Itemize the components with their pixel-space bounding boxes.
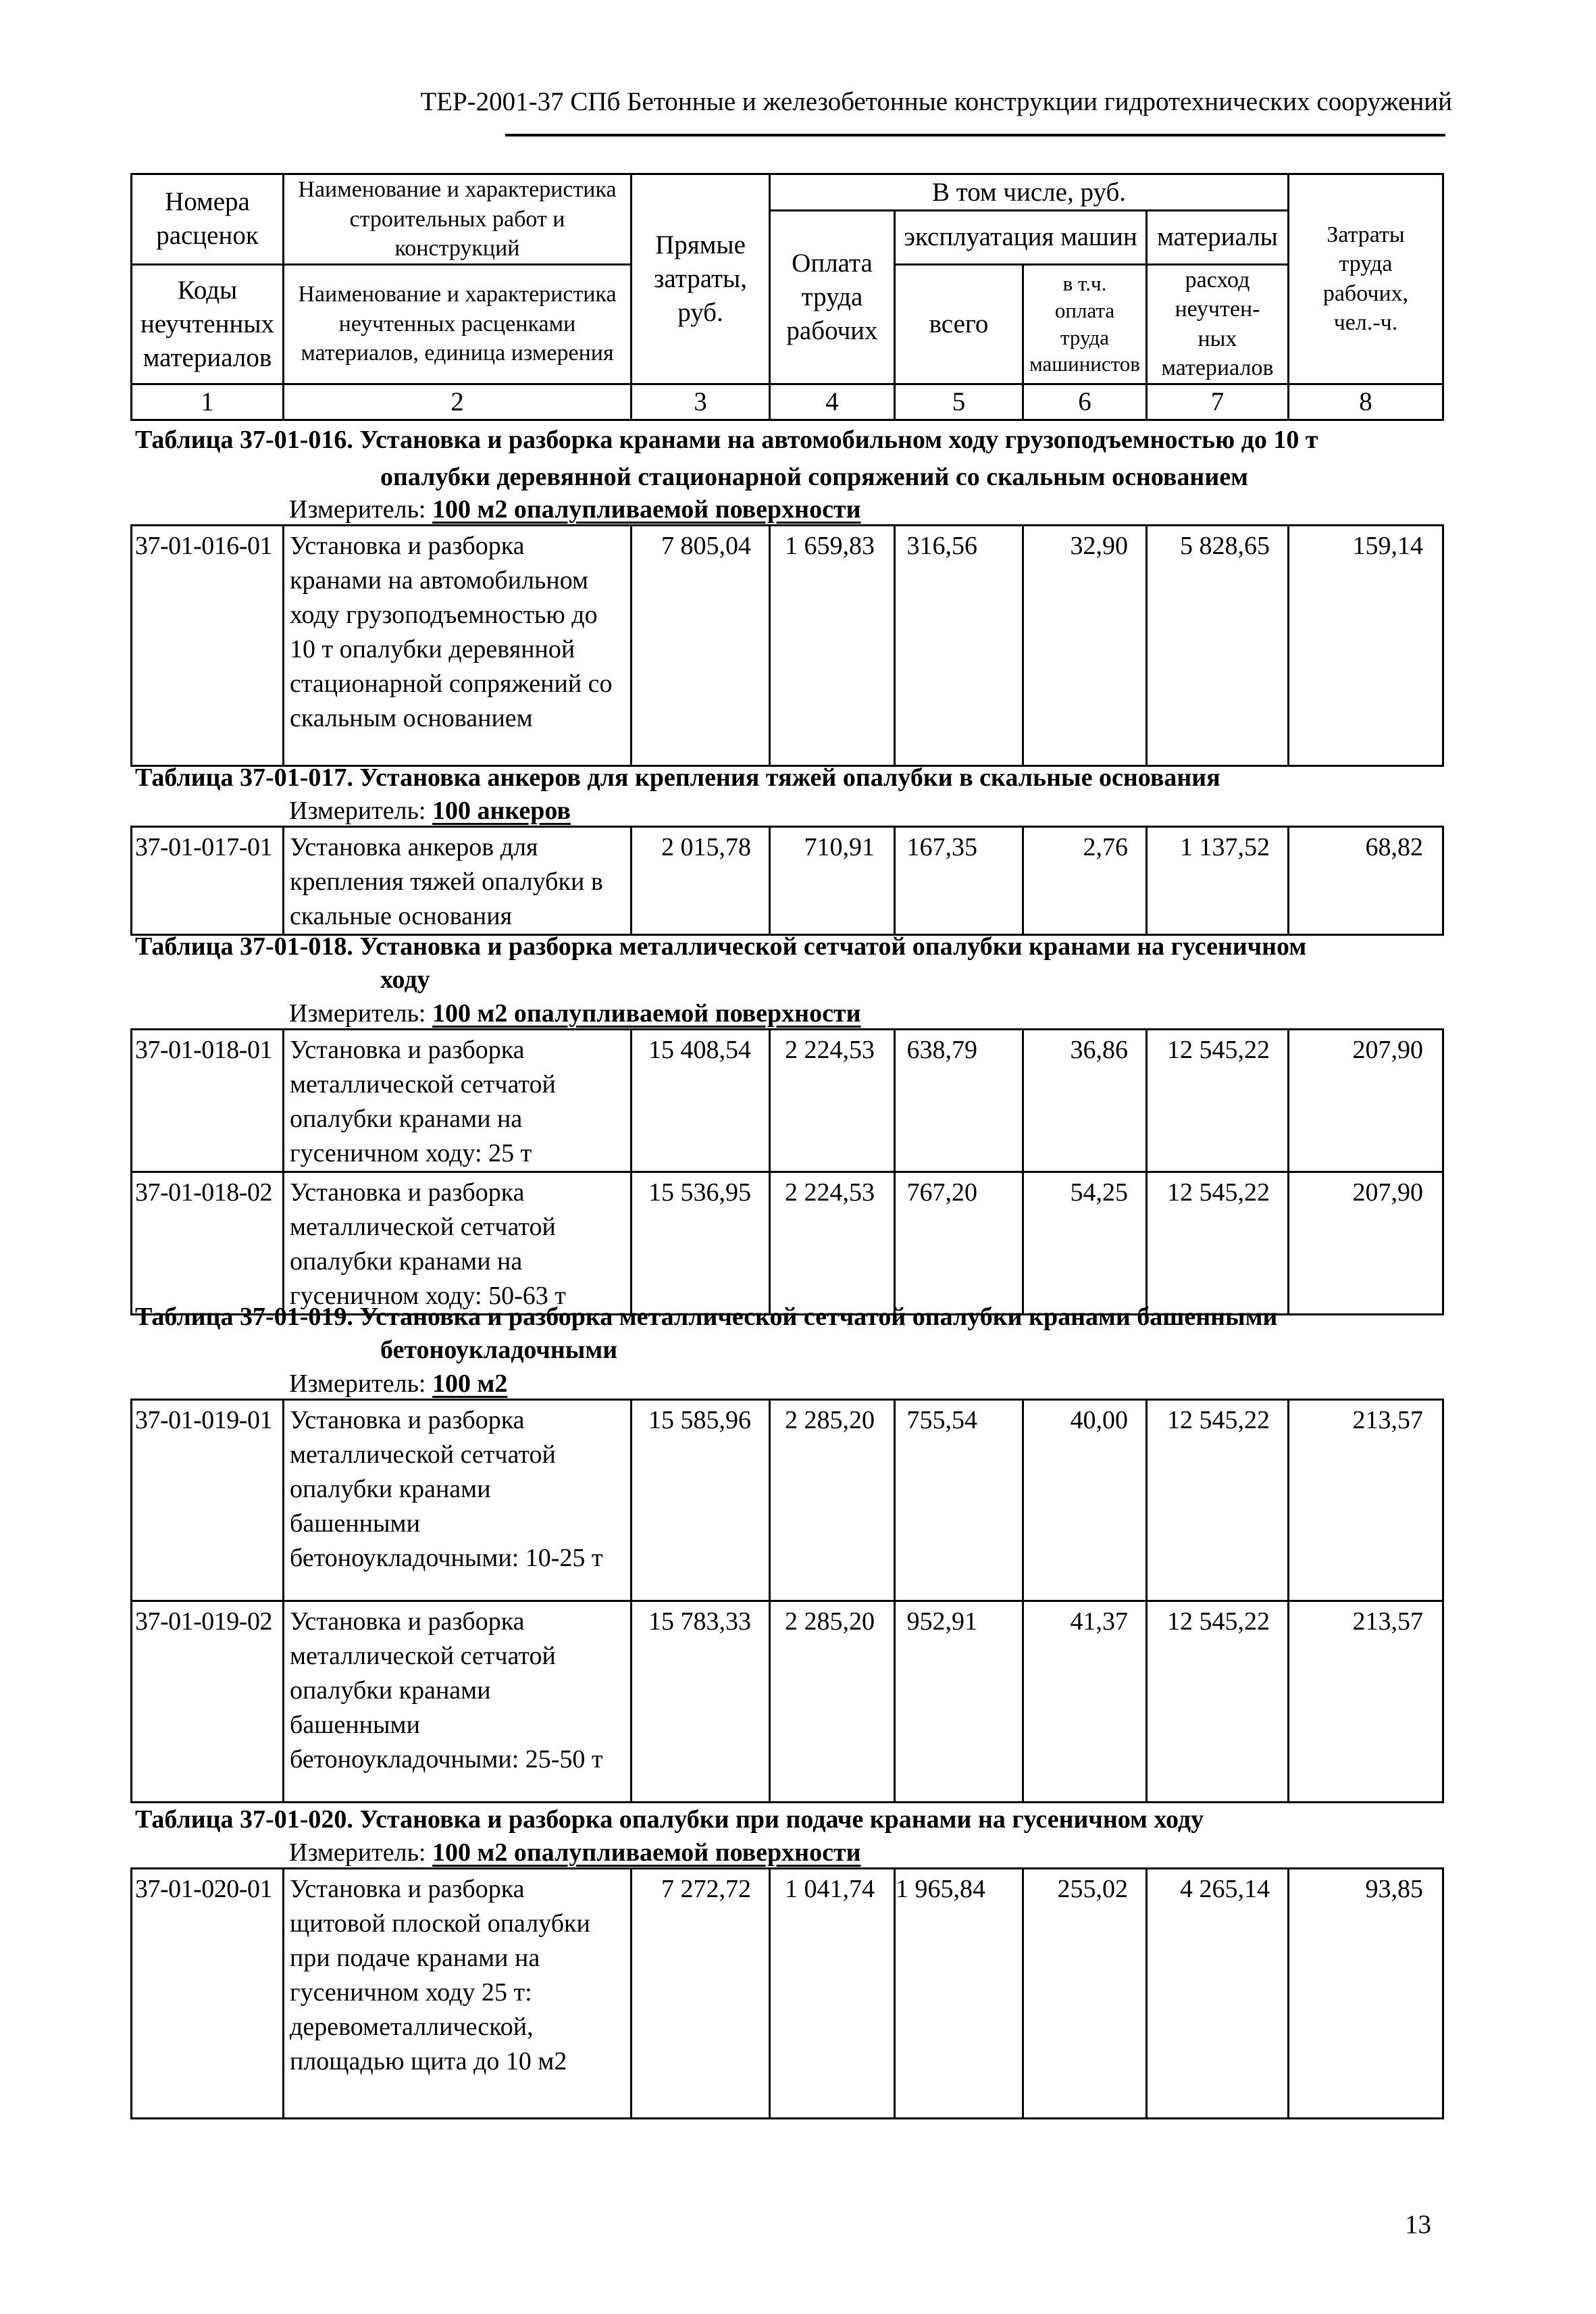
rate-code: 37-01-020-01 [132, 1869, 284, 2119]
unit-value: 100 м2 опалупливаемой поверхности [432, 999, 861, 1028]
col7-header: расход неучтен- ных материалов [1147, 264, 1289, 384]
section-unit [289, 1369, 507, 1399]
rate-description [284, 1172, 632, 1315]
unit-label: Измеритель: [289, 1838, 426, 1867]
section-unit [289, 796, 571, 826]
rate-code: 37-01-019-01 [132, 1400, 284, 1601]
section-title-continuation: опалубки деревянной стационарной сопряжений со скальным основанием [380, 463, 1248, 491]
labor-wages: 2 224,53 [770, 1172, 895, 1315]
description-line: Установка и разборка [290, 1036, 525, 1064]
description-line: ходу грузоподъемностью до [290, 601, 598, 629]
machines-total: 755,54 [895, 1400, 1023, 1601]
description-line: Установка анкеров для [290, 833, 538, 861]
header-rule [505, 134, 1445, 136]
col3-header: Прямые затраты, руб. [632, 174, 770, 384]
rate-description [284, 1030, 632, 1172]
description-line: металлической сетчатой [290, 1440, 556, 1469]
col-number-6: 6 [1023, 384, 1147, 420]
machinist-wages: 54,25 [1023, 1172, 1147, 1315]
labor-hours: 207,90 [1289, 1172, 1443, 1315]
section-title: Таблица 37-01-017. Установка анкеров для крепления тяжей опалубки в скальные основания [135, 763, 1220, 792]
materials-cost: 12 545,22 [1147, 1030, 1289, 1172]
description-line: крепления тяжей опалубки в [290, 867, 603, 896]
machinist-wages: 36,86 [1023, 1030, 1147, 1172]
machines-total: 167,35 [895, 827, 1023, 935]
rates-table [130, 1867, 1444, 2119]
machines-header: эксплуатация машин [895, 211, 1147, 265]
col-number-8: 8 [1289, 384, 1443, 420]
direct-costs: 15 783,33 [632, 1601, 770, 1803]
labor-wages: 2 285,20 [770, 1601, 895, 1803]
description-line: опалубки кранами [290, 1475, 491, 1503]
description-line: кранами на автомобильном [290, 566, 589, 595]
description-line: металлической сетчатой [290, 1642, 556, 1670]
description-line: гусеничном ходу: 50-63 т [290, 1282, 566, 1310]
col8-header: Затраты труда рабочих, чел.-ч. [1289, 174, 1443, 384]
labor-hours: 213,57 [1289, 1601, 1443, 1803]
page-number: 13 [1405, 2210, 1431, 2239]
description-line: стационарной сопряжений со [290, 670, 613, 698]
labor-wages: 710,91 [770, 827, 895, 935]
labor-wages: 2 285,20 [770, 1400, 895, 1601]
rate-description [284, 526, 632, 766]
materials-cost: 5 828,65 [1147, 526, 1289, 766]
group-header: В том числе, руб. [770, 174, 1289, 211]
col5-header: всего [895, 264, 1023, 384]
labor-hours: 207,90 [1289, 1030, 1443, 1172]
labor-hours: 93,85 [1289, 1869, 1443, 2119]
direct-costs: 7 805,04 [632, 526, 770, 766]
unit-value: 100 м2 опалупливаемой поверхности [432, 1838, 861, 1867]
materials-cost: 4 265,14 [1147, 1869, 1289, 2119]
section-title: Таблица 37-01-016. Установка и разборка кранами на автомобильном ходу грузоподъемностью до 10 т [135, 426, 1318, 454]
col4-header: Оплата труда рабочих [770, 211, 895, 384]
description-line: Установка и разборка [290, 1607, 525, 1636]
labor-wages: 1 659,83 [770, 526, 895, 766]
description-line: скальным основанием [290, 704, 533, 732]
table-row [132, 1400, 1443, 1601]
labor-hours: 159,14 [1289, 526, 1443, 766]
description-line: гусеничном ходу 25 т: [290, 1978, 532, 2007]
machinist-wages: 255,02 [1023, 1869, 1147, 2119]
col1-header-bottom: Коды неучтенных материалов [132, 264, 284, 384]
section-title: Таблица 37-01-020. Установка и разборка опалубки при подаче кранами на гусеничном ходу [135, 1805, 1204, 1834]
direct-costs: 7 272,72 [632, 1869, 770, 2119]
table-row [132, 1869, 1443, 2119]
direct-costs: 15 536,95 [632, 1172, 770, 1315]
table-row [132, 1172, 1443, 1315]
materials-header: материалы [1147, 211, 1289, 265]
col1-header-top: Номера расценок [132, 174, 284, 265]
machines-total: 638,79 [895, 1030, 1023, 1172]
table-row [132, 1601, 1443, 1803]
materials-cost: 12 545,22 [1147, 1172, 1289, 1315]
col-number-7: 7 [1147, 384, 1289, 420]
description-line: площадью щита до 10 м2 [290, 2047, 567, 2076]
col-number-4: 4 [770, 384, 895, 420]
unit-value: 100 м2 опалупливаемой поверхности [432, 495, 861, 524]
col-number-1: 1 [132, 384, 284, 420]
machinist-wages: 32,90 [1023, 526, 1147, 766]
section-unit [289, 495, 861, 524]
description-line: 10 т опалубки деревянной [290, 635, 575, 663]
col2-header-top: Наименование и характеристика строительных работ и конструкций [284, 174, 632, 265]
table-row [132, 1030, 1443, 1172]
description-line: башенными [290, 1711, 420, 1739]
rate-description [284, 1601, 632, 1803]
unit-label: Измеритель: [289, 797, 426, 825]
section-title-continuation: бетоноукладочными [380, 1336, 618, 1364]
description-line: щитовой плоской опалубки [290, 1909, 590, 1938]
section-title: Таблица 37-01-019. Установка и разборка металлической сетчатой опалубки кранами башенными [135, 1303, 1278, 1331]
machines-total: 1 965,84 [895, 1869, 1023, 2119]
column-header-table [130, 173, 1444, 421]
materials-cost: 1 137,52 [1147, 827, 1289, 935]
rate-code: 37-01-018-02 [132, 1172, 284, 1315]
unit-label: Измеритель: [289, 495, 426, 524]
description-line: Установка и разборка [290, 1178, 525, 1207]
page-header-title: ТЕР-2001-37 СПб Бетонные и железобетонные конструкции гидротехнических сооружений [420, 87, 1452, 116]
col-number-2: 2 [284, 384, 632, 420]
col-number-3: 3 [632, 384, 770, 420]
unit-label: Измеритель: [289, 999, 426, 1028]
direct-costs: 15 585,96 [632, 1400, 770, 1601]
description-line: металлической сетчатой [290, 1070, 556, 1099]
rate-description [284, 1400, 632, 1601]
rates-table [130, 1028, 1444, 1315]
rate-description [284, 1869, 632, 2119]
description-line: бетоноукладочными: 10-25 т [290, 1544, 603, 1572]
unit-value: 100 анкеров [432, 797, 571, 825]
labor-wages: 1 041,74 [770, 1869, 895, 2119]
description-line: гусеничном ходу: 25 т [290, 1139, 532, 1167]
table-row [132, 827, 1443, 935]
col2-header-bottom: Наименование и характеристика неучтенных расценками материалов, единица измерения [284, 264, 632, 384]
machinist-wages: 41,37 [1023, 1601, 1147, 1803]
labor-hours: 213,57 [1289, 1400, 1443, 1601]
machinist-wages: 40,00 [1023, 1400, 1147, 1601]
machines-total: 316,56 [895, 526, 1023, 766]
rate-description [284, 827, 632, 935]
rates-table [130, 826, 1444, 936]
unit-label: Измеритель: [289, 1369, 426, 1398]
description-line: металлической сетчатой [290, 1213, 556, 1241]
description-line: Установка и разборка [290, 532, 525, 560]
labor-hours: 68,82 [1289, 827, 1443, 935]
description-line: опалубки кранами на [290, 1247, 523, 1276]
rates-table [130, 524, 1444, 767]
section-unit [289, 999, 861, 1028]
description-line: опалубки кранами [290, 1676, 491, 1705]
section-title: Таблица 37-01-018. Установка и разборка металлической сетчатой опалубки кранами на гусеничном [135, 932, 1307, 961]
description-line: башенными [290, 1509, 420, 1538]
section-title-continuation: ходу [380, 965, 430, 994]
rate-code: 37-01-017-01 [132, 827, 284, 935]
col-number-5: 5 [895, 384, 1023, 420]
description-line: опалубки кранами на [290, 1105, 523, 1133]
unit-value: 100 м2 [432, 1369, 508, 1398]
direct-costs: 15 408,54 [632, 1030, 770, 1172]
rate-code: 37-01-019-02 [132, 1601, 284, 1803]
materials-cost: 12 545,22 [1147, 1601, 1289, 1803]
description-line: скальные основания [290, 902, 513, 930]
description-line: Установка и разборка [290, 1406, 525, 1434]
labor-wages: 2 224,53 [770, 1030, 895, 1172]
machinist-wages: 2,76 [1023, 827, 1147, 935]
rates-table [130, 1399, 1444, 1803]
description-line: бетоноукладочными: 25-50 т [290, 1745, 603, 1774]
col6-header: в т.ч. оплата труда машинистов [1023, 264, 1147, 384]
section-unit [289, 1838, 861, 1867]
machines-total: 952,91 [895, 1601, 1023, 1803]
rate-code: 37-01-016-01 [132, 526, 284, 766]
description-line: деревометаллической, [290, 2013, 534, 2041]
description-line: при подаче кранами на [290, 1944, 540, 1972]
table-row [132, 526, 1443, 766]
materials-cost: 12 545,22 [1147, 1400, 1289, 1601]
rate-code: 37-01-018-01 [132, 1030, 284, 1172]
direct-costs: 2 015,78 [632, 827, 770, 935]
machines-total: 767,20 [895, 1172, 1023, 1315]
description-line: Установка и разборка [290, 1875, 525, 1903]
